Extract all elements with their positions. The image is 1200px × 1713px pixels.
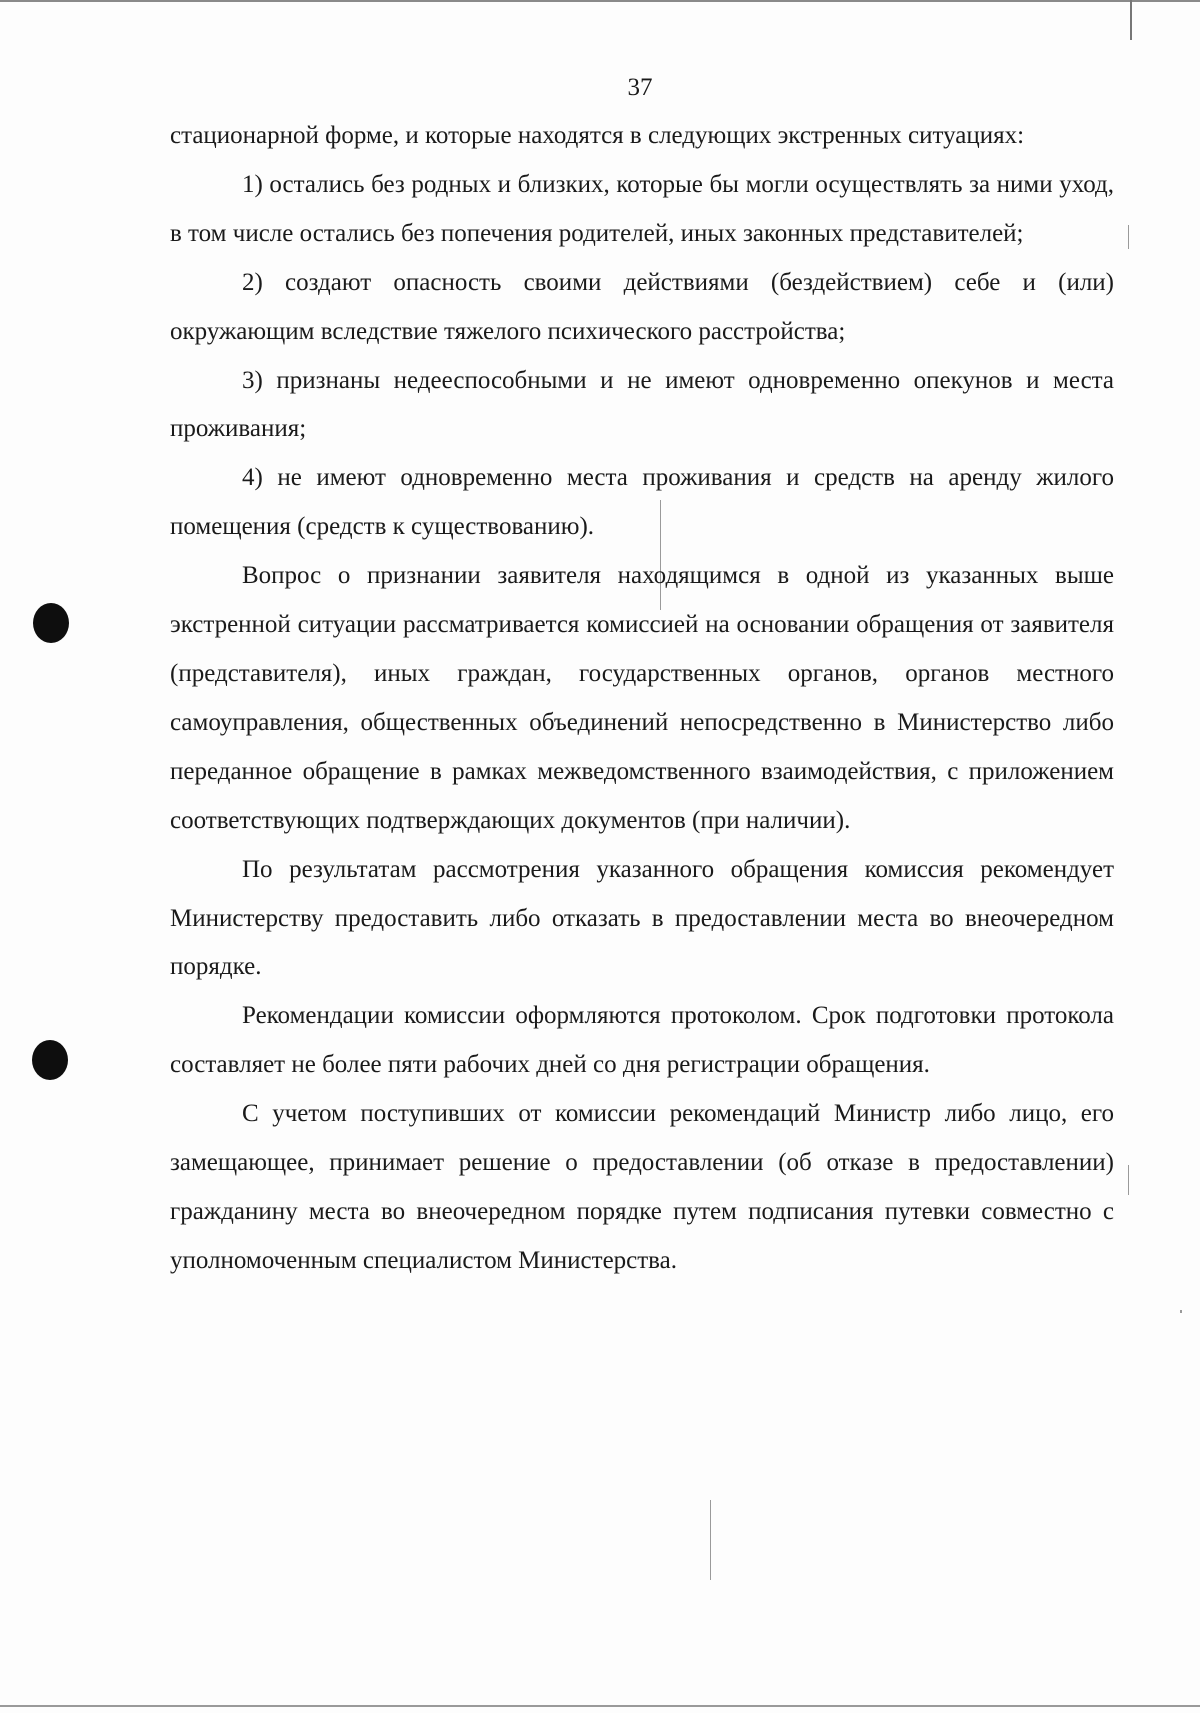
scan-edge-right	[1130, 0, 1132, 40]
punch-hole-icon	[33, 603, 69, 643]
list-item-1: 1) остались без родных и близких, которые бы могли осуществлять за ними уход, в том числе остались без попечения родителей, иных законных представителей;	[170, 170, 1114, 247]
list-item-3: 3) признаны недееспособными и не имеют одновременно опекунов и места проживания;	[170, 366, 1114, 443]
list-item-4: 4) не имеют одновременно места проживания и средств на аренду жилого помещения (средств к существованию).	[170, 464, 1114, 541]
paragraph-decision: С учетом поступивших от комиссии рекомендаций Министр либо лицо, его замещающее, принимает решение о предоставлении (об отказе в предоставлении) гражданину места во внеочередном порядке путем подписания путевки совместно с уполномоченным специалистом Министерства.	[170, 1100, 1114, 1274]
paragraph-recommendation: По результатам рассмотрения указанного обращения комиссия рекомендует Министерству предоставить либо отказать в предоставлении места во внеочередном порядке.	[170, 855, 1114, 981]
paragraph-application: Вопрос о признании заявителя находящимся в одной из указанных выше экстренной ситуации рассматривается комиссией на основании обращения от заявителя (представителя), иных граждан, государственных органов, органов местного самоуправления, общественных объединений непосредственно в Министерство либо переданное обращение в рамках межведомственного взаимодействия, с приложением соответствующих подтверждающих документов (при наличии).	[170, 562, 1114, 834]
document-body	[170, 112, 1114, 1286]
scan-artifact	[1128, 225, 1129, 249]
scan-artifact	[1128, 1165, 1129, 1195]
paragraph-protocol: Рекомендации комиссии оформляются протоколом. Срок подготовки протокола составляет не более пяти рабочих дней со дня регистрации обращения.	[170, 1002, 1114, 1079]
scan-edge-top	[0, 0, 1200, 2]
punch-hole-icon	[32, 1040, 68, 1080]
paragraph-continuation: стационарной форме, и которые находятся в следующих экстренных ситуациях:	[170, 122, 1025, 149]
scan-artifact	[710, 1500, 711, 1580]
list-item-2: 2) создают опасность своими действиями (бездействием) себе и (или) окружающим вследствие тяжелого психического расстройства;	[170, 268, 1114, 345]
page-number: 37	[627, 74, 653, 101]
scan-edge-bottom	[0, 1705, 1200, 1707]
scan-artifact	[1180, 1310, 1182, 1313]
